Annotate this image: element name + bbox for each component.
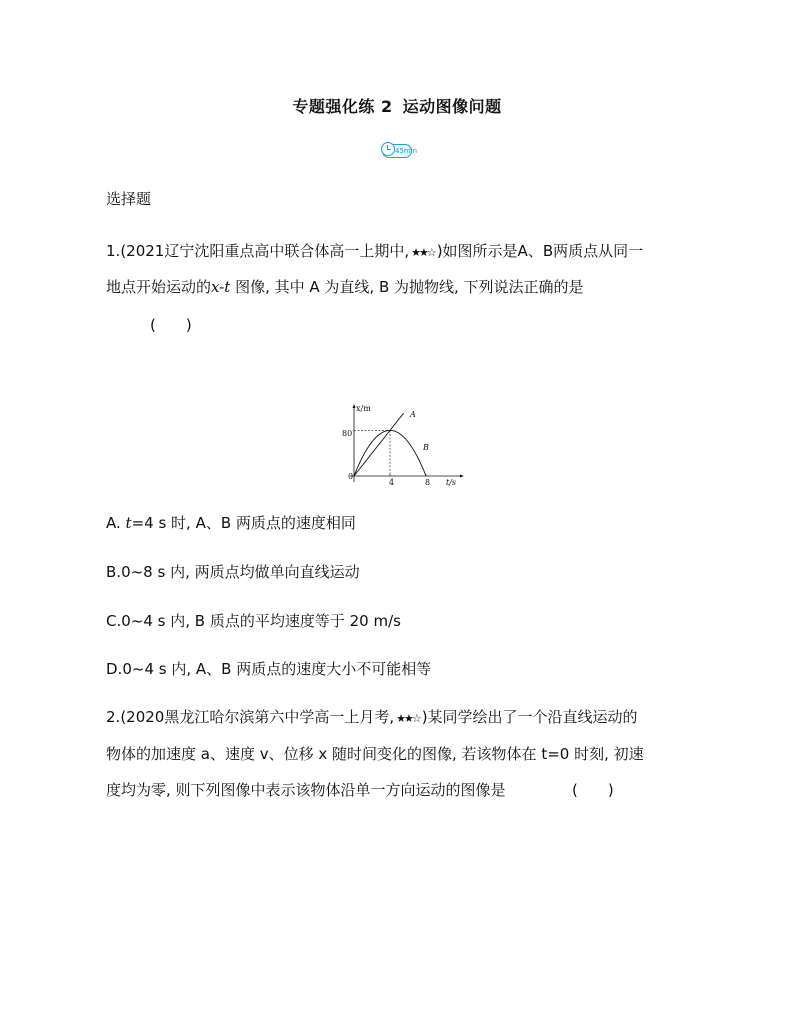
q2-line-2: 物体的加速度 a、速度 v、位移 x 随时间变化的图像, 若该物体在 t=0 时刻, 初速 (106, 745, 644, 763)
option-b-text: 0~8 s 内, 两质点均做单向直线运动 (121, 563, 360, 581)
option-a-var: t (125, 514, 132, 532)
x-axis-arrow-icon (460, 475, 464, 478)
option-b-label: B. (106, 563, 122, 581)
option-d-label: D. (106, 660, 123, 678)
difficulty-stars-icon: ★★☆ (411, 246, 435, 259)
q2-answer-bracket: ( ) (572, 781, 614, 799)
q1-line-1 (106, 240, 643, 261)
y-axis-label: x/m (356, 404, 371, 413)
q1-stem-2b: 图像, 其中 A 为直线, B 为抛物线, 下列说法正确的是 (230, 278, 584, 296)
series-line-A (354, 413, 404, 476)
q1-answer-bracket: ( ) (150, 316, 192, 334)
q1-option-a[interactable] (106, 512, 356, 533)
option-d-text: 0~4 s 内, A、B 两质点的速度大小不可能相等 (122, 660, 432, 678)
timer-label: 45min (395, 147, 418, 155)
q1-stem-1: )如图所示是A、B两质点从同一 (436, 242, 644, 260)
option-a-label: A. (106, 514, 121, 532)
q2-stem-1: )某同学绘出了一个沿直线运动的 (421, 708, 638, 726)
q2-number: 2. (106, 708, 121, 726)
page-title (0, 94, 794, 117)
option-c-text: 0~4 s 内, B 质点的平均速度等于 20 m/s (121, 612, 401, 630)
y-tick-label-80: 80 (342, 429, 353, 438)
option-c-label: C. (106, 612, 122, 630)
clock-icon (381, 142, 395, 156)
q2-line-3 (106, 779, 506, 800)
x-tick-label-8: 8 (425, 478, 431, 487)
q1-stem-2a: 地点开始运动的 (106, 278, 212, 296)
q1-source: (2021辽宁沈阳重点高中联合体高一上期中, (120, 242, 410, 260)
q1-number: 1. (106, 242, 121, 260)
series-label-A: A (410, 410, 416, 419)
option-a-text: =4 s 时, A、B 两质点的速度相同 (131, 514, 356, 532)
q1-var-xt: x-t (211, 278, 231, 296)
title-sub: 运动图像问题 (402, 97, 502, 116)
timer-badge (382, 144, 418, 158)
q1-option-c[interactable] (106, 610, 401, 631)
xt-graph (330, 398, 470, 488)
q2-stem-3: 度均为零, 则下列图像中表示该物体沿单一方向运动的图像是 (106, 781, 506, 799)
section-heading: 选择题 (106, 190, 152, 208)
x-axis-label: t/s (446, 478, 457, 487)
q1-line-2 (106, 276, 584, 297)
x-tick-label-4: 4 (389, 478, 395, 487)
q2-source: (2020黑龙江哈尔滨第六中学高一上月考, (120, 708, 395, 726)
difficulty-stars-icon: ★★☆ (396, 712, 420, 725)
title-main: 专题强化练 2 (292, 97, 393, 116)
q1-option-d[interactable] (106, 658, 431, 679)
series-label-B: B (423, 443, 429, 452)
q1-option-b[interactable] (106, 561, 360, 582)
origin-label: 0 (348, 472, 354, 481)
q2-line-1 (106, 706, 638, 727)
